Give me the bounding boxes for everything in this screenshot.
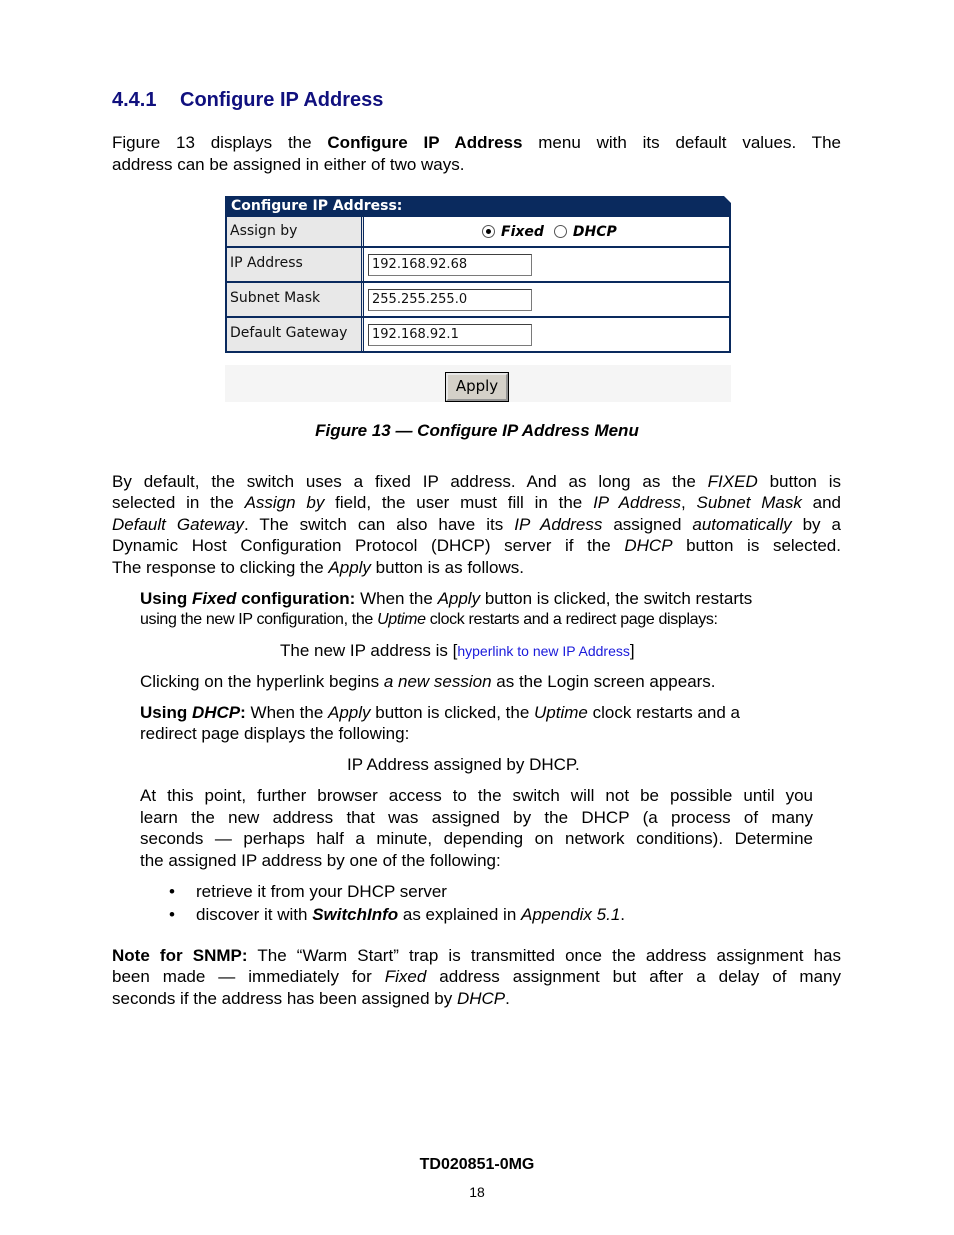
text: The new IP address is [ — [280, 641, 458, 660]
intro-line-1 — [112, 132, 841, 154]
new-ip-line — [280, 640, 635, 663]
text-italic: Uptime — [377, 611, 426, 628]
text-italic: FIXED — [707, 472, 758, 491]
page-number: 18 — [469, 1184, 485, 1200]
dhcp-para-line-2: learn the new address that was assigned by the DHCP (a process of many — [140, 808, 813, 827]
text-bold: : — [240, 703, 246, 722]
radio-selected-icon[interactable] — [482, 225, 495, 238]
text: discover it with — [196, 905, 313, 924]
para2-line-4 — [112, 535, 841, 557]
para2-line-3 — [112, 514, 841, 536]
note-line-3 — [112, 988, 510, 1010]
text: button is clicked, the switch restarts — [480, 589, 753, 608]
text-italic: Default Gateway — [112, 515, 244, 534]
dhcp-line-1 — [140, 702, 740, 724]
text: . — [505, 989, 510, 1008]
row-ip-address — [227, 246, 729, 281]
text: button is — [757, 472, 841, 491]
text-italic: automatically — [692, 515, 792, 534]
row-subnet-mask — [227, 281, 729, 316]
text: been made — immediately for — [112, 967, 385, 986]
para2-line-1 — [112, 471, 841, 493]
dhcp-para-line-3: seconds — perhaps half a minute, depending on network conditions). Determine — [140, 829, 813, 848]
default-gateway-cell — [364, 318, 729, 351]
text: button is selected. — [672, 536, 841, 555]
text: and — [801, 493, 841, 512]
text-bold: Using — [140, 589, 192, 608]
panel-header: Configure IP Address: — [225, 196, 731, 217]
ip-address-input[interactable]: 192.168.92.68 — [368, 254, 532, 276]
text: ] — [629, 641, 635, 660]
text: The “Warm Start” trap is transmitted once the address assignment has — [247, 946, 841, 965]
text: By default, the switch uses a fixed IP address. And as long as the — [112, 472, 708, 491]
text-italic: Apply — [328, 703, 371, 722]
text: menu with its default values. The — [522, 133, 841, 152]
text: selected in the — [112, 493, 245, 512]
text: When the — [355, 589, 438, 608]
click-line — [140, 671, 716, 693]
fixed-line-1 — [140, 588, 752, 610]
new-ip-hyperlink[interactable]: hyperlink to new IP Address — [457, 643, 630, 659]
text: When the — [245, 703, 329, 722]
text: Clicking on the hyperlink begins — [140, 672, 384, 691]
para2-line-5 — [112, 557, 524, 579]
assign-radio-group — [482, 224, 627, 240]
text-italic: DHCP — [456, 989, 506, 1008]
dhcp-line-2: redirect page displays the following: — [140, 724, 410, 743]
text: address assignment but after a delay of many — [426, 967, 841, 986]
text-italic: Apply — [328, 558, 371, 577]
text-bold-italic: SwitchInfo — [312, 905, 399, 924]
note-line-2 — [112, 966, 841, 988]
row-default-gateway — [227, 316, 729, 351]
radio-unselected-icon[interactable] — [554, 225, 567, 238]
text: The response to clicking the — [112, 558, 329, 577]
panel-table — [225, 217, 731, 353]
default-gateway-input[interactable]: 192.168.92.1 — [368, 324, 532, 346]
row-assign-by — [227, 217, 729, 246]
text: as explained in — [398, 905, 522, 924]
radio-dhcp-label[interactable]: DHCP — [572, 223, 617, 240]
text-italic: Subnet Mask — [696, 493, 802, 512]
note-line-1 — [112, 945, 841, 967]
bullet-icon: • — [169, 882, 175, 901]
text-bold: Configure IP Address — [327, 133, 523, 152]
text: field, the user must fill in the — [324, 493, 594, 512]
apply-button[interactable]: Apply — [446, 373, 508, 401]
text: clock restarts and a — [587, 703, 741, 722]
text: Dynamic Host Configuration Protocol (DHCP) server if the — [112, 536, 625, 555]
text: button is as follows. — [370, 558, 525, 577]
list-item — [169, 882, 447, 902]
text: by a — [791, 515, 841, 534]
text-italic: Appendix 5.1 — [521, 905, 621, 924]
text-italic: Assign by — [244, 493, 325, 512]
subnet-mask-label: Subnet Mask — [227, 283, 364, 316]
text: Figure 13 displays the — [112, 133, 328, 152]
section-heading — [112, 89, 383, 112]
text-bold-italic: Fixed — [191, 589, 237, 608]
text-italic: DHCP — [624, 536, 673, 555]
list-item — [169, 905, 626, 925]
section-title: Configure IP Address — [180, 89, 384, 111]
text-bold: Using — [140, 703, 192, 722]
section-number: 4.4.1 — [112, 89, 157, 111]
text-italic: IP Address — [514, 515, 603, 534]
text-italic: a new session — [383, 672, 492, 691]
para2-line-2 — [112, 492, 841, 514]
text: clock restarts and a redirect page displays: — [425, 611, 718, 628]
bullet-icon: • — [169, 905, 175, 924]
subnet-mask-input[interactable]: 255.255.255.0 — [368, 289, 532, 311]
assign-by-cell — [364, 217, 729, 246]
text: seconds if the address has been assigned by — [112, 989, 457, 1008]
figure-caption: Figure 13 — Configure IP Address Menu — [315, 421, 639, 440]
ip-address-cell — [364, 248, 729, 281]
text-italic: Uptime — [534, 703, 588, 722]
text-bold-italic: DHCP — [191, 703, 241, 722]
subnet-mask-cell — [364, 283, 729, 316]
text-italic: IP Address — [593, 493, 682, 512]
fixed-line-2 — [140, 609, 718, 631]
dhcp-assigned-line: IP Address assigned by DHCP. — [347, 755, 580, 774]
text: , — [681, 493, 697, 512]
text-italic: Apply — [437, 589, 481, 608]
text-italic: Fixed — [384, 967, 427, 986]
text: button is clicked, the — [370, 703, 535, 722]
apply-area — [225, 365, 731, 402]
text: using the new IP configuration, the — [140, 611, 378, 628]
assign-by-label: Assign by — [227, 217, 364, 246]
configure-ip-panel — [225, 196, 731, 353]
text: . The switch can also have its — [243, 515, 515, 534]
ip-address-label: IP Address — [227, 248, 364, 281]
dhcp-para-line-4: the assigned IP address by one of the following: — [140, 851, 501, 870]
text: . — [620, 905, 626, 924]
text-bold: configuration: — [236, 589, 356, 608]
text: assigned — [602, 515, 693, 534]
radio-fixed-label[interactable]: Fixed — [501, 223, 544, 240]
dhcp-para-line-1: At this point, further browser access to the switch will not be possible until you — [140, 786, 813, 805]
text: as the Login screen appears. — [491, 672, 716, 691]
intro-line-2: address can be assigned in either of two ways. — [112, 155, 465, 174]
text: retrieve it from your DHCP server — [196, 882, 447, 901]
text-bold: Note for SNMP: — [112, 946, 248, 965]
default-gateway-label: Default Gateway — [227, 318, 364, 351]
footer-doc-id: TD020851-0MG — [419, 1156, 535, 1173]
